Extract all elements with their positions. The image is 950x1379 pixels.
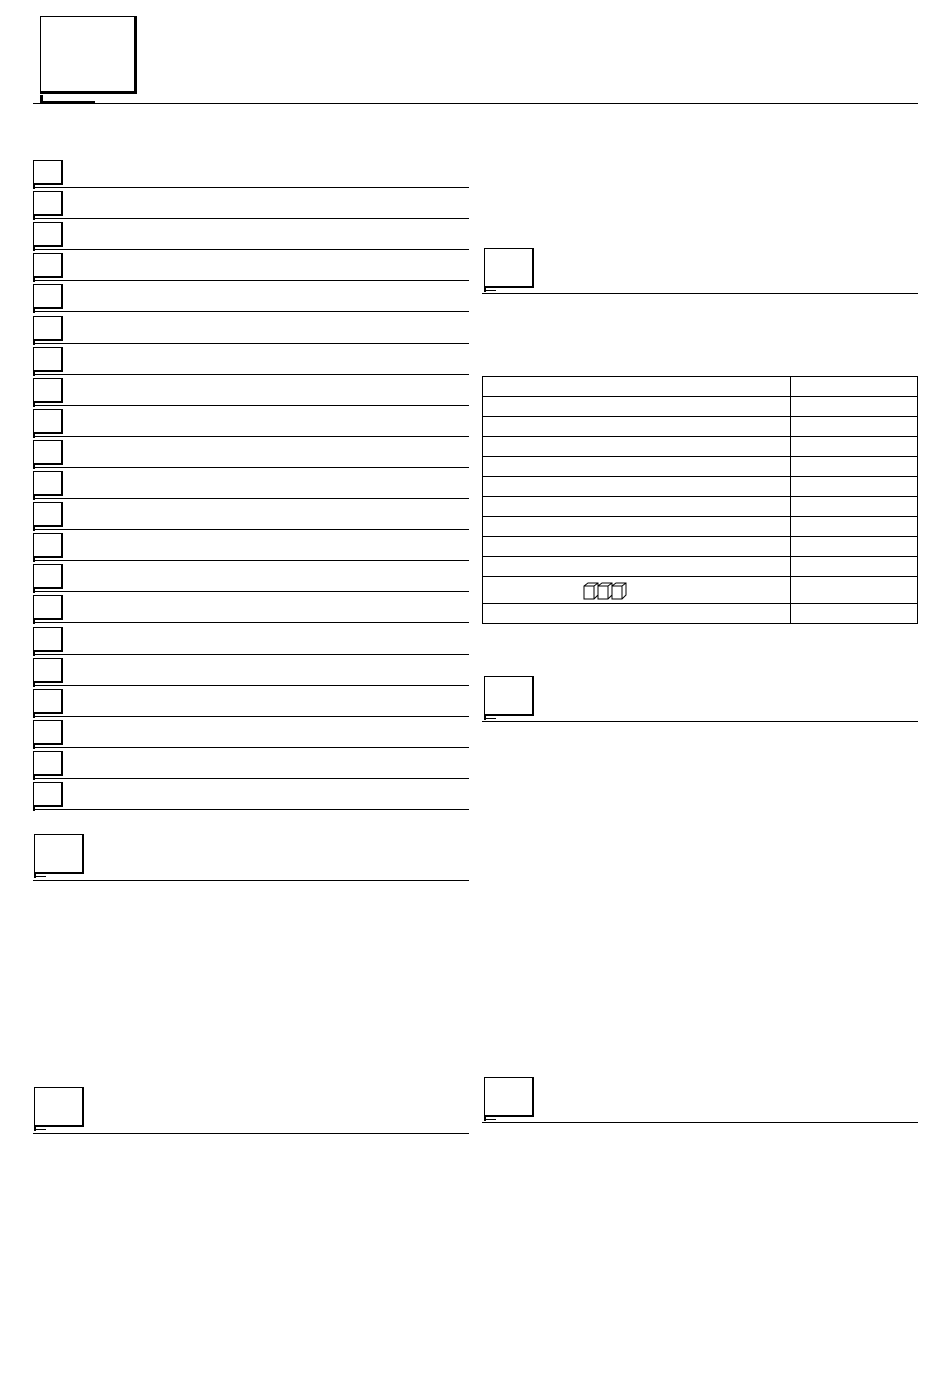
item-marker-box	[33, 782, 63, 807]
list-item	[33, 219, 469, 250]
list-item	[33, 468, 469, 499]
section-marker-right-1	[484, 248, 534, 288]
table-cell-value	[791, 417, 918, 437]
list-item	[33, 592, 469, 623]
table-cell-label	[483, 604, 791, 624]
table-cell-label	[483, 477, 791, 497]
table-cell-label	[483, 377, 791, 397]
table-row	[483, 537, 918, 557]
table-cell-value	[791, 437, 918, 457]
list-item	[33, 655, 469, 686]
table-row	[483, 437, 918, 457]
item-marker-box	[33, 347, 63, 372]
table-cell-label	[483, 537, 791, 557]
list-item	[33, 686, 469, 717]
list-item	[33, 779, 469, 810]
item-marker-box	[33, 720, 63, 745]
item-marker-box	[33, 627, 63, 652]
section-marker-left-2	[34, 1087, 84, 1127]
item-marker-box	[33, 502, 63, 527]
table-cell-value	[791, 397, 918, 417]
list-item	[33, 624, 469, 655]
table-cell-label	[483, 457, 791, 477]
table-row	[483, 397, 918, 417]
item-marker-box	[33, 564, 63, 589]
table-row	[483, 477, 918, 497]
table-cell-value	[791, 517, 918, 537]
header-divider	[33, 103, 918, 104]
list-item	[33, 375, 469, 406]
item-marker-box	[33, 409, 63, 434]
item-marker-box	[33, 284, 63, 309]
box-icon	[583, 582, 597, 596]
table-cell-label	[483, 577, 791, 604]
item-marker-box	[33, 471, 63, 496]
item-marker-box	[33, 253, 63, 278]
table-row	[483, 517, 918, 537]
table-cell-value	[791, 477, 918, 497]
section-marker-right-3	[484, 1077, 534, 1117]
table-cell-label	[483, 497, 791, 517]
list-item	[33, 344, 469, 375]
item-marker-box	[33, 533, 63, 558]
section-divider-right-2	[482, 721, 918, 722]
table-row	[483, 457, 918, 477]
table-cell-value	[791, 497, 918, 517]
box-icon	[611, 582, 625, 596]
list-item	[33, 530, 469, 561]
list-item	[33, 561, 469, 592]
section-divider-left-2	[33, 1133, 469, 1134]
table-row	[483, 577, 918, 604]
list-item	[33, 717, 469, 748]
section-divider-right-3	[482, 1122, 918, 1123]
section-divider-left-1	[33, 880, 469, 881]
table-cell-value	[791, 604, 918, 624]
item-marker-box	[33, 378, 63, 403]
item-marker-box	[33, 160, 63, 185]
list-item	[33, 250, 469, 281]
item-marker-box	[33, 658, 63, 683]
table-cell-label	[483, 517, 791, 537]
table-row	[483, 497, 918, 517]
box-icon-group	[583, 582, 625, 596]
list-item	[33, 748, 469, 779]
table-cell-label	[483, 417, 791, 437]
table-row	[483, 377, 918, 397]
list-item-divider	[33, 809, 469, 810]
list-item	[33, 313, 469, 344]
box-icon	[597, 582, 611, 596]
table-row	[483, 557, 918, 577]
list-item-divider	[33, 311, 469, 312]
item-marker-box	[33, 440, 63, 465]
list-item	[33, 281, 469, 312]
list-item	[33, 406, 469, 437]
table-cell-value	[791, 457, 918, 477]
table-row	[483, 604, 918, 624]
table-row	[483, 417, 918, 437]
list-item	[33, 499, 469, 530]
table-cell-value	[791, 377, 918, 397]
section-divider-right-1	[482, 293, 918, 294]
item-marker-box	[33, 191, 63, 216]
spec-table	[482, 376, 918, 624]
item-marker-box	[33, 595, 63, 620]
item-marker-box	[33, 751, 63, 776]
table-cell-value	[791, 537, 918, 557]
list-item	[33, 437, 469, 468]
list-item-divider	[33, 622, 469, 623]
item-marker-box	[33, 689, 63, 714]
header-logo-box	[40, 16, 137, 94]
item-marker-box	[33, 316, 63, 341]
section-marker-right-2	[484, 676, 534, 716]
list-item	[33, 157, 469, 188]
table-cell-label	[483, 397, 791, 417]
table-cell-label	[483, 437, 791, 457]
table-cell-value	[791, 577, 918, 604]
table-cell-label	[483, 557, 791, 577]
list-item	[33, 188, 469, 219]
item-marker-box	[33, 222, 63, 247]
section-marker-left-1	[34, 834, 84, 874]
table-cell-value	[791, 557, 918, 577]
